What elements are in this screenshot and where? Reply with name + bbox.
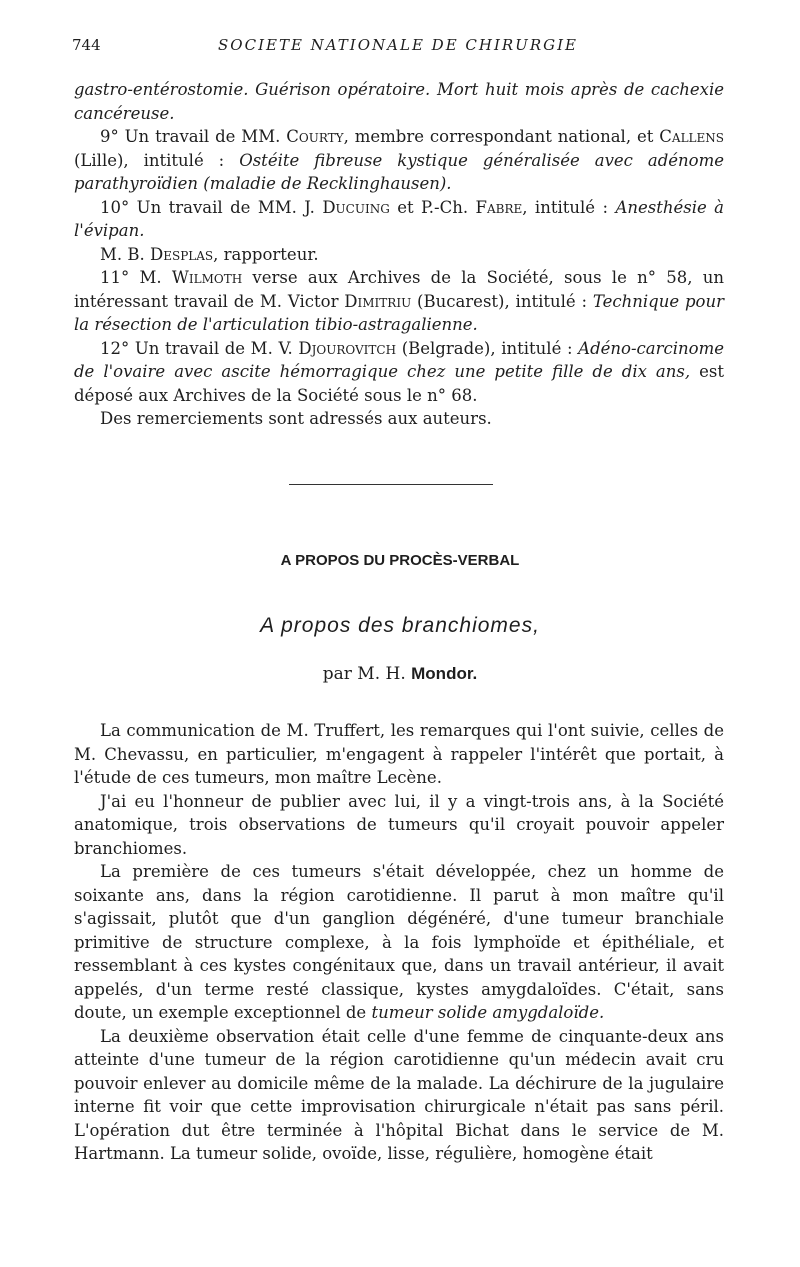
section-heading: A PROPOS DU PROCÈS-VERBAL	[280, 552, 520, 569]
body-paragraph-1: La communication de M. Truffert, les remarques qui l'ont suivie, celles de M. Chevassu, en particulier, m'engagent à rappeler l'intérêt que portait, à l'étude de ces tumeurs, mon maître Lecène.	[74, 721, 724, 787]
paragraph-item-10: 10° Un travail de MM. J. Ducuing et P.-Ch. Fabre, intitulé : Anesthésie à l'évipan.	[74, 197, 724, 240]
page-header	[72, 36, 724, 60]
body-paragraph-2: J'ai eu l'honneur de publier avec lui, il y a vingt-trois ans, à la Société anatomique, trois observations de tumeurs qu'il croyait pouvoir appeler branchiomes.	[74, 791, 724, 858]
section-divider	[289, 484, 493, 485]
page-number: 744	[72, 36, 101, 54]
paragraph-thanks: Des remerciements sont adressés aux auteurs.	[100, 409, 492, 428]
body-paragraph-4: La deuxième observation était celle d'une femme de cinquante-deux ans atteinte d'une tumeur de la région carotidienne qu'un médecin avait cru pouvoir enlever au domicile même de la malade. La déchirure de la jugulaire interne fit voir que cette improvisation chirurgicale n'était pas sans péril. L'opération dut être terminée à l'hôpital Bichat dans le service de M. Hartmann. La tumeur solide, ovoïde, lisse, régulière, homogène était	[74, 1026, 724, 1163]
body-paragraph-3: La première de ces tumeurs s'était développée, chez un homme de soixante ans, dans la région carotidienne. Il parut à mon maître qu'il s'agissait, plutôt que d'un ganglion dégénéré, d'une tumeur branchiale primitive de structure complexe, à la fois lymphoïde et épithéliale, et ressemblant à ces kystes congénitaux que, dans un travail antérieur, il avait appelés, d'un terme resté classique, kystes amygdaloïdes. C'était, sans doute, un exemple exceptionnel de tumeur solide amygdaloïde.	[74, 862, 724, 1022]
paragraph-item-11: 11° M. Wilmoth verse aux Archives de la Société, sous le n° 58, un intéressant travail de M. Victor Dimitriu (Bucarest), intitulé : Technique pour la résection de l'articulation tibio-astragalienne.	[74, 268, 724, 334]
article-title: A propos des branchiomes,	[260, 614, 540, 637]
byline: par M. H. Mondor.	[322, 664, 478, 684]
running-title: SOCIETE NATIONALE DE CHIRURGIE	[218, 36, 578, 54]
proceedings-list	[74, 78, 724, 431]
paragraph-item-12: 12° Un travail de M. V. Djourovitch (Belgrade), intitulé : Adéno-carcinome de l'ovaire avec ascite hémorragique chez une petite fille de dix ans, est déposé aux Archives de la Société sous le n° 68.	[74, 338, 725, 405]
article-body	[74, 719, 724, 1166]
author-name: Mondor.	[411, 664, 478, 683]
paragraph-rapporteur: M. B. Desplas, rapporteur.	[100, 244, 319, 264]
paragraph-gastro: gastro-entérostomie. Guérison opératoire. Mort huit mois après de cachexie cancéreuse.	[74, 80, 724, 123]
paragraph-item-9: 9° Un travail de MM. Courty, membre correspondant national, et Callens (Lille), intitulé : Ostéite fibreuse kystique généralisée avec adénome parathyroïdien (maladie de Recklinghausen).	[74, 127, 725, 193]
